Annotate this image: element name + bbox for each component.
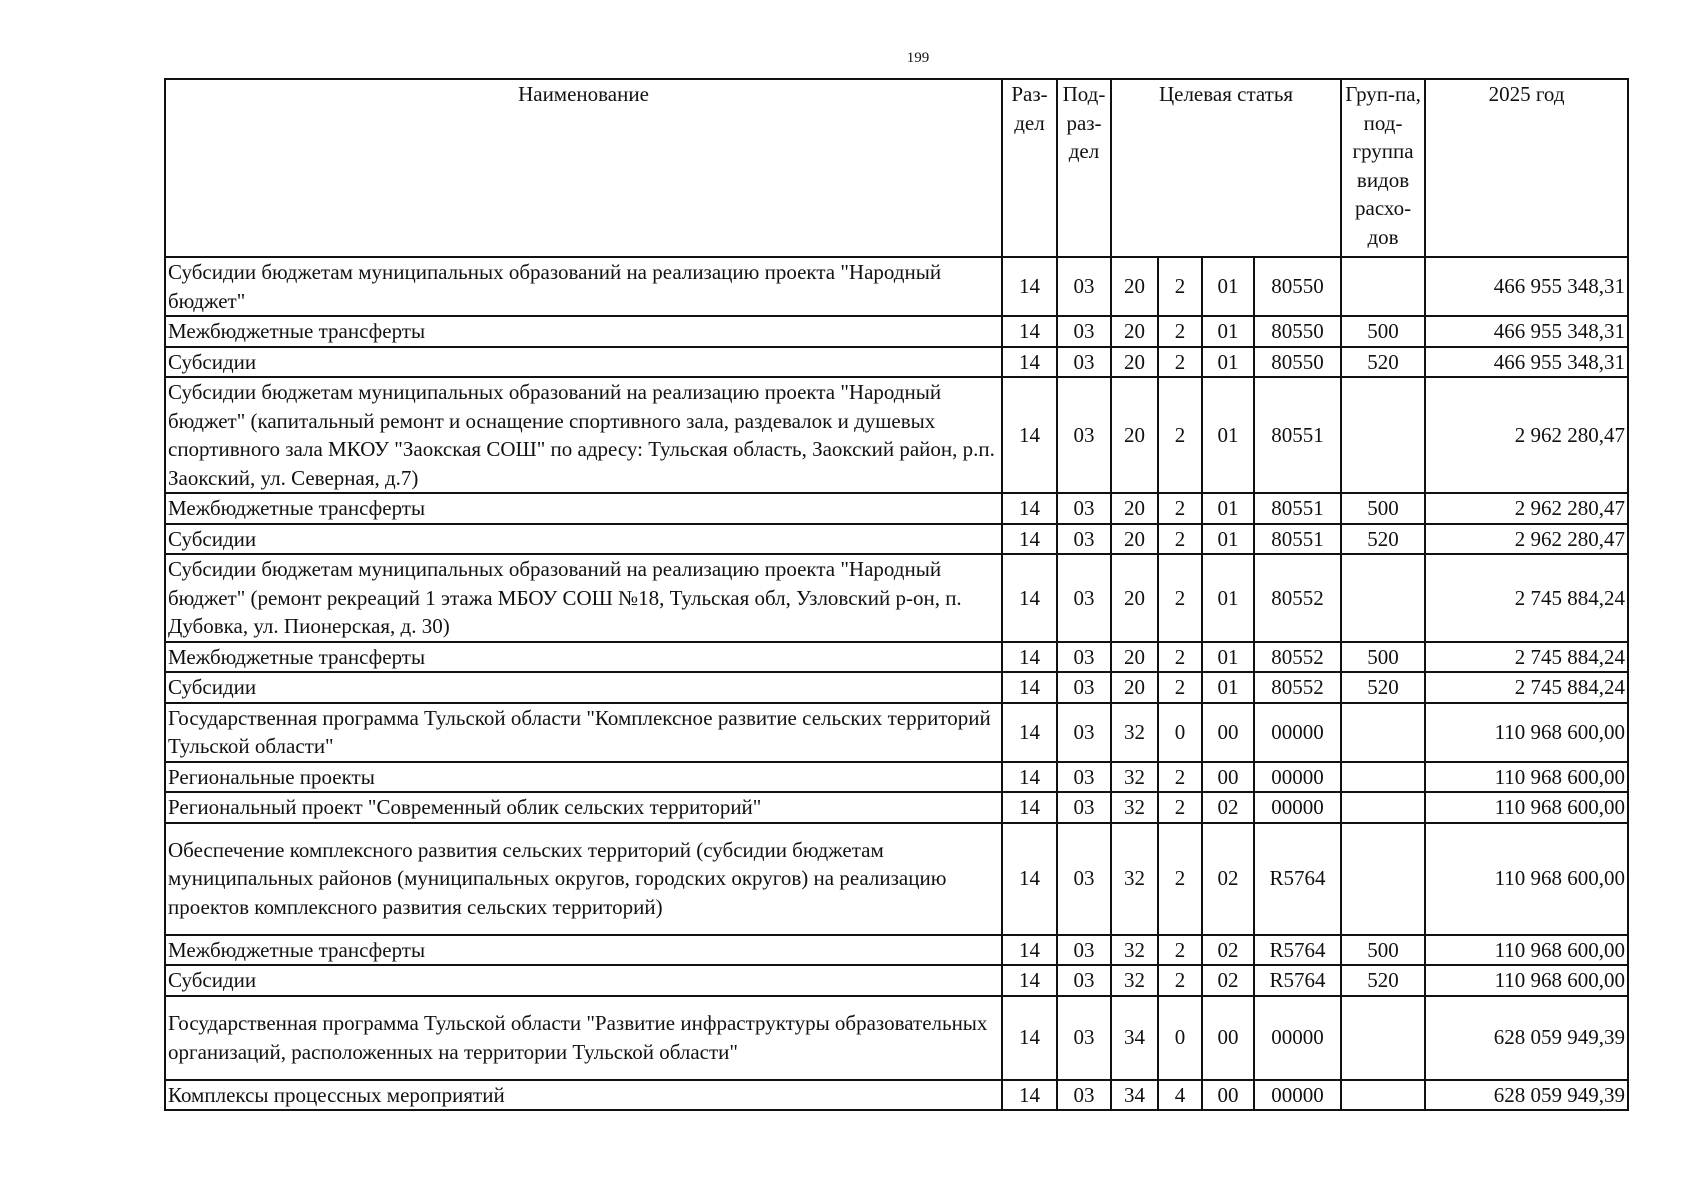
row-subsection: 03 bbox=[1057, 935, 1111, 966]
row-target-direction: R5764 bbox=[1254, 935, 1341, 966]
row-target-subprogram: 0 bbox=[1158, 996, 1202, 1080]
row-name: Государственная программа Тульской области "Комплексное развитие сельских территорий Тульской области" bbox=[165, 703, 1002, 762]
row-subsection: 03 bbox=[1057, 377, 1111, 493]
row-section: 14 bbox=[1002, 554, 1057, 642]
row-target-program: 32 bbox=[1111, 762, 1158, 793]
row-amount: 110 968 600,00 bbox=[1425, 762, 1628, 793]
table-row bbox=[165, 347, 1628, 378]
row-amount: 466 955 348,31 bbox=[1425, 347, 1628, 378]
row-target-structural: 02 bbox=[1202, 823, 1254, 935]
row-target-subprogram: 2 bbox=[1158, 965, 1202, 996]
row-name: Межбюджетные трансферты bbox=[165, 935, 1002, 966]
row-target-program: 32 bbox=[1111, 965, 1158, 996]
row-name: Межбюджетные трансферты bbox=[165, 642, 1002, 673]
row-amount: 2 745 884,24 bbox=[1425, 672, 1628, 703]
row-target-structural: 02 bbox=[1202, 935, 1254, 966]
row-target-direction: 00000 bbox=[1254, 762, 1341, 793]
row-target-subprogram: 2 bbox=[1158, 257, 1202, 316]
row-target-direction: 80552 bbox=[1254, 554, 1341, 642]
row-name: Региональный проект "Современный облик сельских территорий" bbox=[165, 792, 1002, 823]
table-row bbox=[165, 672, 1628, 703]
row-subsection: 03 bbox=[1057, 996, 1111, 1080]
row-target-subprogram: 2 bbox=[1158, 762, 1202, 793]
row-target-program: 32 bbox=[1111, 935, 1158, 966]
header-year: 2025 год bbox=[1425, 79, 1628, 257]
header-name: Наименование bbox=[165, 79, 1002, 257]
row-subsection: 03 bbox=[1057, 642, 1111, 673]
row-amount: 2 962 280,47 bbox=[1425, 377, 1628, 493]
row-amount: 628 059 949,39 bbox=[1425, 996, 1628, 1080]
row-target-structural: 01 bbox=[1202, 524, 1254, 555]
row-target-direction: 80550 bbox=[1254, 347, 1341, 378]
table-row bbox=[165, 965, 1628, 996]
row-name: Обеспечение комплексного развития сельских территорий (субсидии бюджетам муниципальных районов (муниципальных округов, городских округов) на реализацию проектов комплексного развития сельских территорий) bbox=[165, 823, 1002, 935]
row-name: Комплексы процессных мероприятий bbox=[165, 1080, 1002, 1111]
table-row bbox=[165, 493, 1628, 524]
row-amount: 110 968 600,00 bbox=[1425, 935, 1628, 966]
table-row bbox=[165, 762, 1628, 793]
row-name: Межбюджетные трансферты bbox=[165, 493, 1002, 524]
table-header-row bbox=[165, 79, 1628, 257]
row-target-direction: 80551 bbox=[1254, 524, 1341, 555]
table-row bbox=[165, 316, 1628, 347]
row-subsection: 03 bbox=[1057, 554, 1111, 642]
row-expense-group: 520 bbox=[1341, 347, 1425, 378]
row-amount: 110 968 600,00 bbox=[1425, 965, 1628, 996]
row-expense-group bbox=[1341, 762, 1425, 793]
row-expense-group bbox=[1341, 1080, 1425, 1111]
row-name: Субсидии bbox=[165, 965, 1002, 996]
row-target-subprogram: 2 bbox=[1158, 377, 1202, 493]
row-target-structural: 02 bbox=[1202, 965, 1254, 996]
row-target-direction: 00000 bbox=[1254, 1080, 1341, 1111]
row-subsection: 03 bbox=[1057, 347, 1111, 378]
row-subsection: 03 bbox=[1057, 823, 1111, 935]
row-target-direction: 80552 bbox=[1254, 642, 1341, 673]
row-amount: 2 745 884,24 bbox=[1425, 642, 1628, 673]
row-target-subprogram: 4 bbox=[1158, 1080, 1202, 1111]
row-section: 14 bbox=[1002, 1080, 1057, 1111]
row-section: 14 bbox=[1002, 935, 1057, 966]
row-expense-group: 500 bbox=[1341, 642, 1425, 673]
row-target-program: 20 bbox=[1111, 257, 1158, 316]
row-subsection: 03 bbox=[1057, 257, 1111, 316]
row-target-structural: 00 bbox=[1202, 1080, 1254, 1111]
row-amount: 2 745 884,24 bbox=[1425, 554, 1628, 642]
page-number: 199 bbox=[906, 50, 930, 66]
row-target-program: 20 bbox=[1111, 347, 1158, 378]
row-section: 14 bbox=[1002, 792, 1057, 823]
row-target-program: 34 bbox=[1111, 1080, 1158, 1111]
row-target-program: 20 bbox=[1111, 316, 1158, 347]
row-subsection: 03 bbox=[1057, 493, 1111, 524]
row-target-program: 32 bbox=[1111, 792, 1158, 823]
row-target-program: 32 bbox=[1111, 703, 1158, 762]
row-name: Субсидии бюджетам муниципальных образований на реализацию проекта "Народный бюджет" (ремонт рекреаций 1 этажа МБОУ СОШ №18, Тульская обл, Узловский р-он, п. Дубовка, ул. Пионерская, д. 30) bbox=[165, 554, 1002, 642]
row-target-subprogram: 2 bbox=[1158, 493, 1202, 524]
row-target-structural: 01 bbox=[1202, 377, 1254, 493]
row-section: 14 bbox=[1002, 642, 1057, 673]
row-section: 14 bbox=[1002, 377, 1057, 493]
row-target-program: 20 bbox=[1111, 377, 1158, 493]
row-section: 14 bbox=[1002, 996, 1057, 1080]
row-target-direction: 80552 bbox=[1254, 672, 1341, 703]
row-section: 14 bbox=[1002, 823, 1057, 935]
row-target-subprogram: 2 bbox=[1158, 642, 1202, 673]
row-target-structural: 01 bbox=[1202, 493, 1254, 524]
row-expense-group bbox=[1341, 257, 1425, 316]
budget-table bbox=[164, 78, 1629, 1111]
table-row bbox=[165, 554, 1628, 642]
header-target-article: Целевая статья bbox=[1111, 79, 1341, 257]
row-target-structural: 00 bbox=[1202, 996, 1254, 1080]
row-target-subprogram: 2 bbox=[1158, 554, 1202, 642]
row-target-subprogram: 2 bbox=[1158, 935, 1202, 966]
row-expense-group bbox=[1341, 823, 1425, 935]
row-expense-group: 500 bbox=[1341, 493, 1425, 524]
row-target-structural: 01 bbox=[1202, 642, 1254, 673]
row-amount: 2 962 280,47 bbox=[1425, 493, 1628, 524]
row-target-direction: 80551 bbox=[1254, 493, 1341, 524]
row-name: Субсидии бюджетам муниципальных образований на реализацию проекта "Народный бюджет" (капитальный ремонт и оснащение спортивного зала, раздевалок и душевых спортивного зала МКОУ "Заокская СОШ" по адресу: Тульская область, Заокский район, р.п. Заокский, ул. Северная, д.7) bbox=[165, 377, 1002, 493]
row-subsection: 03 bbox=[1057, 792, 1111, 823]
row-section: 14 bbox=[1002, 257, 1057, 316]
row-target-structural: 01 bbox=[1202, 347, 1254, 378]
row-target-structural: 01 bbox=[1202, 257, 1254, 316]
row-expense-group: 520 bbox=[1341, 672, 1425, 703]
row-section: 14 bbox=[1002, 347, 1057, 378]
row-section: 14 bbox=[1002, 672, 1057, 703]
row-name: Субсидии bbox=[165, 347, 1002, 378]
row-target-structural: 02 bbox=[1202, 792, 1254, 823]
row-name: Региональные проекты bbox=[165, 762, 1002, 793]
row-subsection: 03 bbox=[1057, 672, 1111, 703]
row-target-direction: 80550 bbox=[1254, 316, 1341, 347]
row-target-direction: 00000 bbox=[1254, 996, 1341, 1080]
row-section: 14 bbox=[1002, 524, 1057, 555]
table-row bbox=[165, 642, 1628, 673]
table-row bbox=[165, 996, 1628, 1080]
row-target-structural: 01 bbox=[1202, 554, 1254, 642]
row-section: 14 bbox=[1002, 965, 1057, 996]
row-name: Субсидии bbox=[165, 672, 1002, 703]
row-target-subprogram: 2 bbox=[1158, 823, 1202, 935]
row-expense-group: 520 bbox=[1341, 965, 1425, 996]
row-section: 14 bbox=[1002, 703, 1057, 762]
row-section: 14 bbox=[1002, 762, 1057, 793]
row-name: Межбюджетные трансферты bbox=[165, 316, 1002, 347]
row-expense-group: 520 bbox=[1341, 524, 1425, 555]
row-expense-group bbox=[1341, 996, 1425, 1080]
row-subsection: 03 bbox=[1057, 965, 1111, 996]
row-expense-group bbox=[1341, 377, 1425, 493]
row-target-program: 20 bbox=[1111, 554, 1158, 642]
row-expense-group: 500 bbox=[1341, 316, 1425, 347]
row-subsection: 03 bbox=[1057, 524, 1111, 555]
row-target-subprogram: 2 bbox=[1158, 347, 1202, 378]
row-expense-group bbox=[1341, 703, 1425, 762]
row-target-subprogram: 2 bbox=[1158, 672, 1202, 703]
row-amount: 110 968 600,00 bbox=[1425, 703, 1628, 762]
row-target-program: 34 bbox=[1111, 996, 1158, 1080]
row-target-program: 20 bbox=[1111, 642, 1158, 673]
row-amount: 466 955 348,31 bbox=[1425, 316, 1628, 347]
row-target-direction: R5764 bbox=[1254, 965, 1341, 996]
row-target-structural: 01 bbox=[1202, 672, 1254, 703]
table-row bbox=[165, 935, 1628, 966]
table-row bbox=[165, 257, 1628, 316]
row-target-direction: 00000 bbox=[1254, 703, 1341, 762]
row-name: Субсидии bbox=[165, 524, 1002, 555]
row-target-subprogram: 2 bbox=[1158, 524, 1202, 555]
row-expense-group: 500 bbox=[1341, 935, 1425, 966]
row-section: 14 bbox=[1002, 493, 1057, 524]
row-expense-group bbox=[1341, 792, 1425, 823]
row-target-program: 20 bbox=[1111, 672, 1158, 703]
row-section: 14 bbox=[1002, 316, 1057, 347]
row-subsection: 03 bbox=[1057, 703, 1111, 762]
row-expense-group bbox=[1341, 554, 1425, 642]
row-target-structural: 01 bbox=[1202, 316, 1254, 347]
row-amount: 466 955 348,31 bbox=[1425, 257, 1628, 316]
row-target-subprogram: 2 bbox=[1158, 316, 1202, 347]
row-target-direction: R5764 bbox=[1254, 823, 1341, 935]
row-target-subprogram: 0 bbox=[1158, 703, 1202, 762]
row-subsection: 03 bbox=[1057, 762, 1111, 793]
row-target-program: 20 bbox=[1111, 493, 1158, 524]
row-amount: 628 059 949,39 bbox=[1425, 1080, 1628, 1111]
table-row bbox=[165, 524, 1628, 555]
row-target-program: 32 bbox=[1111, 823, 1158, 935]
header-expense-group: Груп-па, под-группа видов расхо-дов bbox=[1341, 79, 1425, 257]
row-amount: 110 968 600,00 bbox=[1425, 792, 1628, 823]
row-amount: 110 968 600,00 bbox=[1425, 823, 1628, 935]
table-row bbox=[165, 703, 1628, 762]
row-target-direction: 00000 bbox=[1254, 792, 1341, 823]
row-target-direction: 80551 bbox=[1254, 377, 1341, 493]
header-subsection: Под-раз-дел bbox=[1057, 79, 1111, 257]
row-target-subprogram: 2 bbox=[1158, 792, 1202, 823]
row-name: Субсидии бюджетам муниципальных образований на реализацию проекта "Народный бюджет" bbox=[165, 257, 1002, 316]
row-target-program: 20 bbox=[1111, 524, 1158, 555]
row-subsection: 03 bbox=[1057, 1080, 1111, 1111]
row-name: Государственная программа Тульской области "Развитие инфраструктуры образовательных организаций, расположенных на территории Тульской области" bbox=[165, 996, 1002, 1080]
row-amount: 2 962 280,47 bbox=[1425, 524, 1628, 555]
table-row bbox=[165, 1080, 1628, 1111]
table-row bbox=[165, 792, 1628, 823]
row-target-structural: 00 bbox=[1202, 703, 1254, 762]
table-row bbox=[165, 823, 1628, 935]
row-subsection: 03 bbox=[1057, 316, 1111, 347]
row-target-direction: 80550 bbox=[1254, 257, 1341, 316]
header-section: Раз-дел bbox=[1002, 79, 1057, 257]
row-target-structural: 00 bbox=[1202, 762, 1254, 793]
table-row bbox=[165, 377, 1628, 493]
